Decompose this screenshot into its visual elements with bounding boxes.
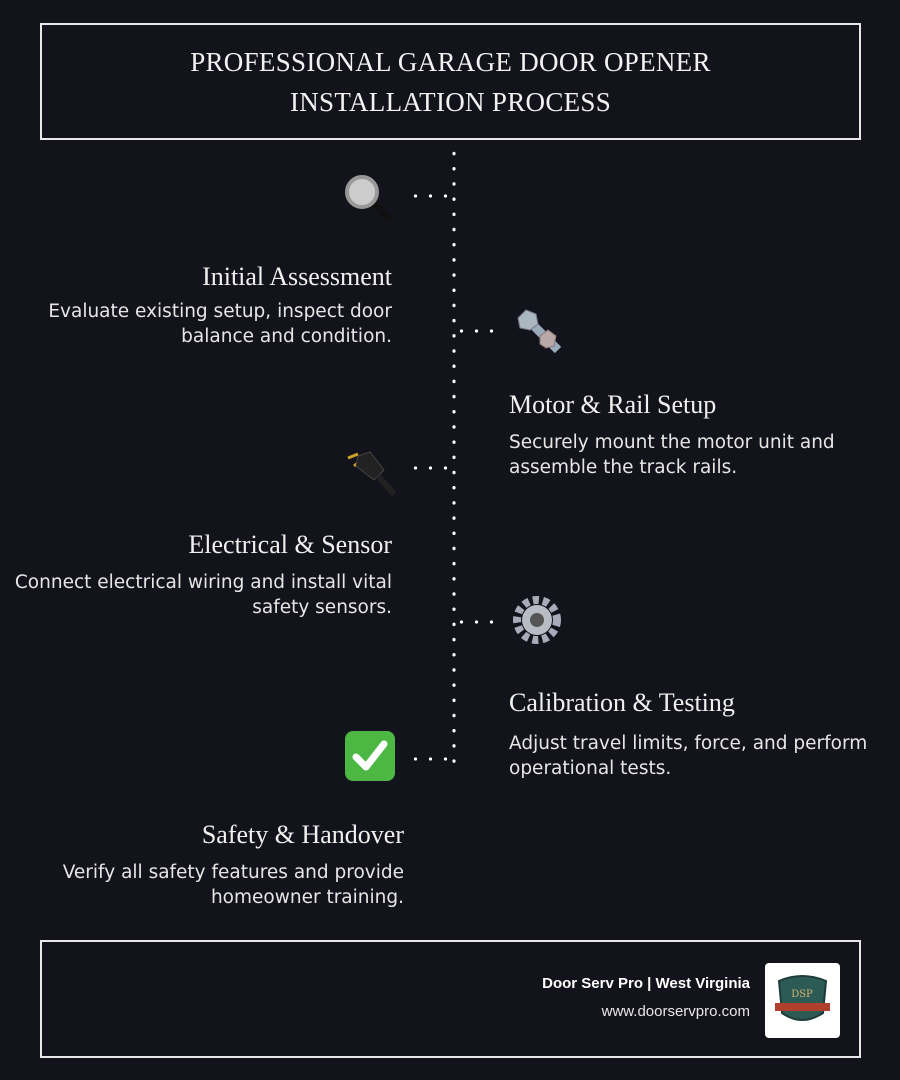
step-title: Calibration & Testing <box>509 688 735 717</box>
check-icon <box>344 730 396 782</box>
page-title: PROFESSIONAL GARAGE DOOR OPENER INSTALLATION PROCESS <box>190 46 711 117</box>
step-title: Motor & Rail Setup <box>509 390 717 419</box>
connector <box>408 194 454 198</box>
website-link[interactable]: www.doorservpro.com <box>601 1003 750 1020</box>
connector <box>454 329 500 333</box>
step-description: Verify all safety features and provide homeowner training. <box>62 862 404 908</box>
brand-name: Door Serv Pro | West Virginia <box>542 975 750 992</box>
connector <box>408 466 454 470</box>
company-logo <box>765 963 840 1038</box>
step-description: Securely mount the motor unit and assemble the track rails. <box>509 432 835 478</box>
connector <box>454 620 500 624</box>
logo-badge-icon <box>765 963 840 1038</box>
step-title: Initial Assessment <box>202 262 392 291</box>
step-title: Safety & Handover <box>201 820 404 849</box>
step-description: Evaluate existing setup, inspect door balance and condition. <box>48 301 392 347</box>
step-description: Adjust travel limits, force, and perform operational tests. <box>509 733 868 779</box>
title-box <box>40 23 861 140</box>
footer <box>40 940 861 1058</box>
timeline-line <box>452 146 456 766</box>
magnifier-icon <box>342 172 394 224</box>
step-title: Electrical & Sensor <box>188 530 392 559</box>
bolt-nut-icon <box>514 306 566 358</box>
plug-icon <box>344 444 396 496</box>
connector <box>408 757 454 761</box>
step-description: Connect electrical wiring and install vital safety sensors. <box>14 572 392 618</box>
gear-icon <box>511 594 563 646</box>
svg-text:DSP: DSP <box>791 989 813 1000</box>
